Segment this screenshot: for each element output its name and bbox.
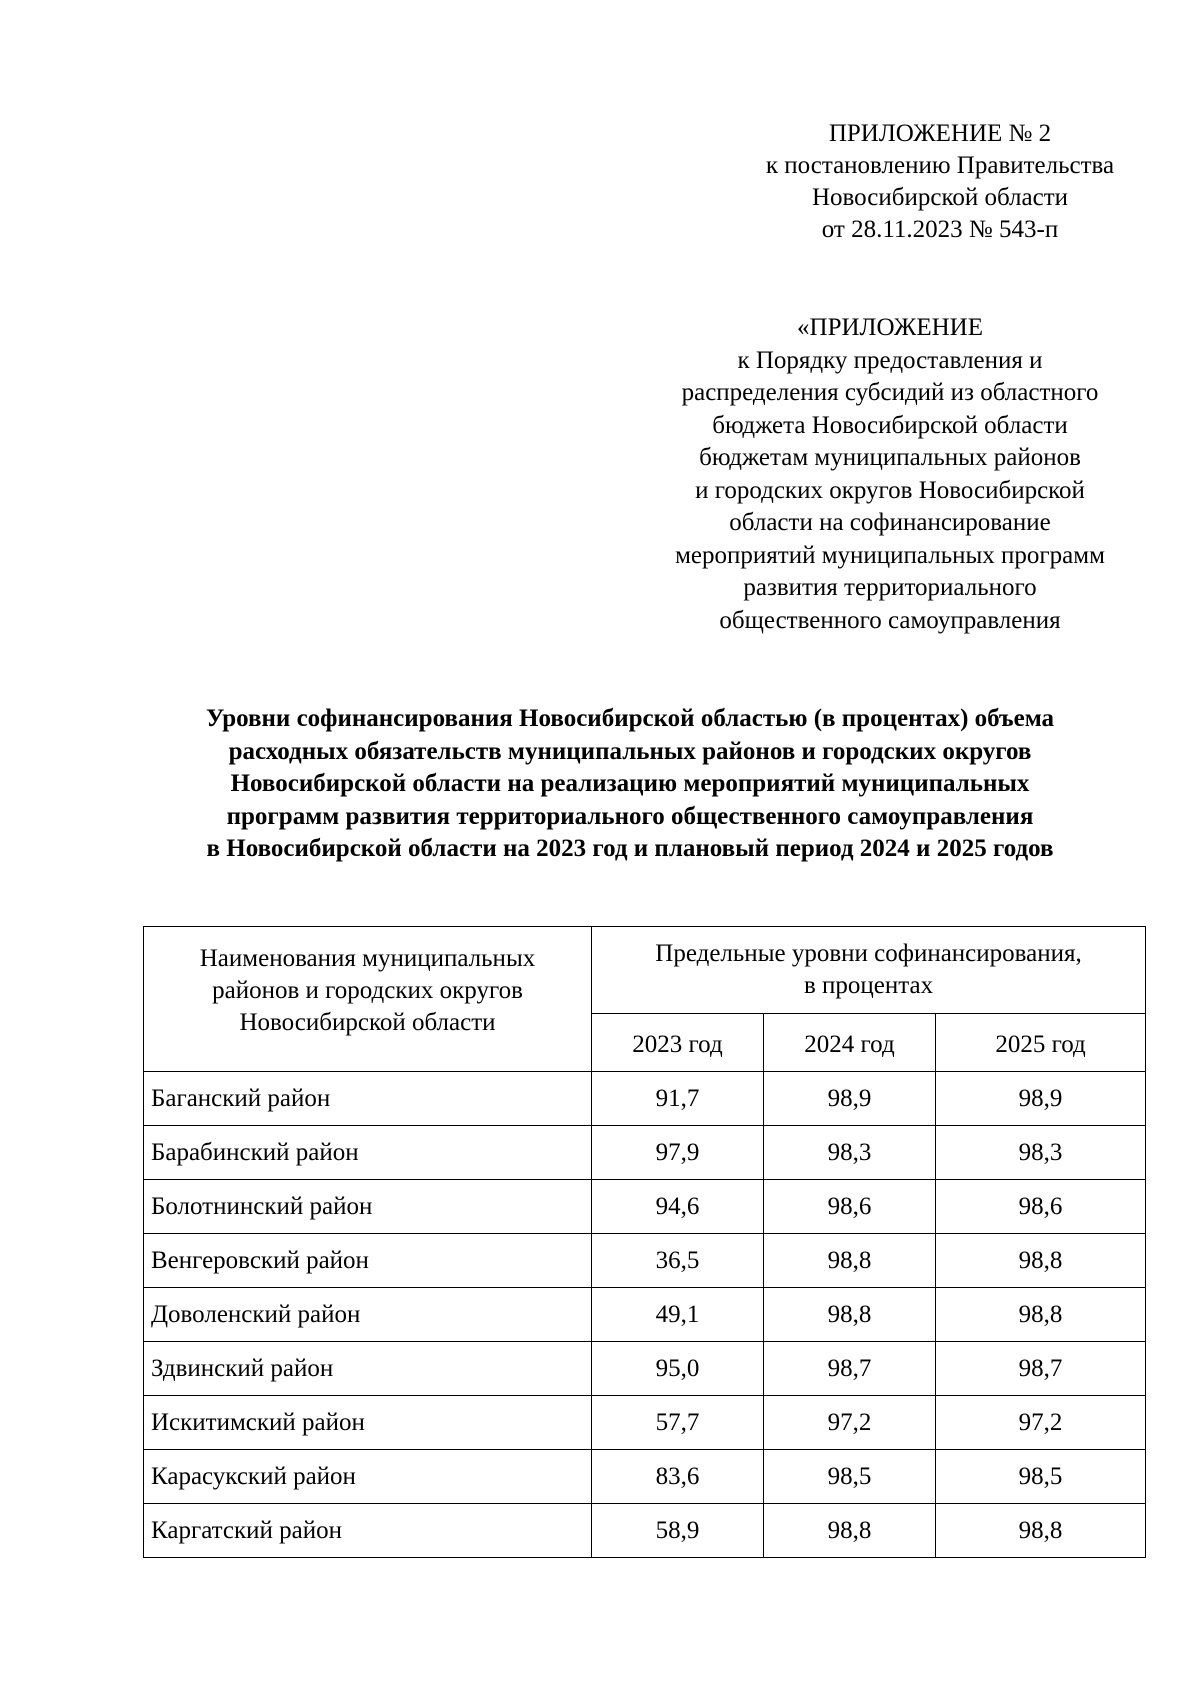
value-2023: 49,1 xyxy=(592,1288,764,1342)
header-levels-line: в процентах xyxy=(803,972,934,999)
value-2023: 91,7 xyxy=(592,1072,764,1126)
district-name: Искитимский район xyxy=(144,1396,592,1450)
value-2023: 58,9 xyxy=(592,1504,764,1558)
value-2023: 57,7 xyxy=(592,1396,764,1450)
cofinancing-table-container xyxy=(143,926,1145,1558)
district-name: Здвинский район xyxy=(144,1342,592,1396)
district-name: Баганский район xyxy=(144,1072,592,1126)
value-2024: 98,5 xyxy=(764,1450,936,1504)
table-header-row xyxy=(144,927,1146,1014)
district-name: Карасукский район xyxy=(144,1450,592,1504)
table-row xyxy=(144,1180,1146,1234)
value-2024: 98,6 xyxy=(764,1180,936,1234)
order-appendix-line: к Порядку предоставления и xyxy=(737,346,1043,374)
value-2025: 98,8 xyxy=(936,1504,1146,1558)
district-name: Венгеровский район xyxy=(144,1234,592,1288)
order-appendix-line: и городских округов Новосибирской xyxy=(695,476,1085,504)
value-2023: 95,0 xyxy=(592,1342,764,1396)
header-year-2023: 2023 год xyxy=(592,1014,764,1072)
order-appendix-line: «ПРИЛОЖЕНИЕ xyxy=(797,314,983,341)
value-2023: 36,5 xyxy=(592,1234,764,1288)
value-2025: 98,3 xyxy=(936,1126,1146,1180)
title-line: программ развития территориального общественного самоуправления xyxy=(226,802,1034,830)
order-appendix-line: бюджетам муниципальных районов xyxy=(699,444,1081,471)
order-appendix-line: мероприятий муниципальных программ xyxy=(675,541,1105,569)
cofinancing-table xyxy=(143,926,1146,1558)
title-line: Новосибирской области на реализацию мероприятий муниципальных xyxy=(230,770,1030,797)
title-line: расходных обязательств муниципальных районов и городских округов xyxy=(228,737,1032,765)
appendix-header xyxy=(740,118,1140,246)
order-appendix-line: бюджета Новосибирской области xyxy=(712,411,1068,439)
header-municipality-line: Новосибирской области xyxy=(239,1009,496,1036)
table-row xyxy=(144,1342,1146,1396)
appendix-date-number: от 28.11.2023 № 543-п xyxy=(821,216,1059,243)
appendix-resolution-ref: к постановлению Правительства xyxy=(765,152,1115,179)
appendix-region: Новосибирской области xyxy=(811,184,1069,211)
order-appendix-line: области на софинансирование xyxy=(729,509,1051,536)
header-year-2024: 2024 год xyxy=(764,1014,936,1072)
title-line: Уровни софинансирования Новосибирской областью (в процентах) объема xyxy=(205,705,1055,732)
value-2025: 98,8 xyxy=(936,1288,1146,1342)
district-name: Доволенский район xyxy=(144,1288,592,1342)
order-appendix-line: развития территориального xyxy=(743,574,1037,601)
table-row xyxy=(144,1126,1146,1180)
value-2024: 98,8 xyxy=(764,1234,936,1288)
district-name: Барабинский район xyxy=(144,1126,592,1180)
order-appendix-header xyxy=(640,312,1140,637)
table-row xyxy=(144,1504,1146,1558)
value-2024: 98,7 xyxy=(764,1342,936,1396)
table-row xyxy=(144,1450,1146,1504)
order-appendix-line: распределения субсидий из областного xyxy=(681,379,1099,406)
table-row xyxy=(144,1234,1146,1288)
value-2023: 97,9 xyxy=(592,1126,764,1180)
header-year-2025: 2025 год xyxy=(936,1014,1146,1072)
table-row xyxy=(144,1288,1146,1342)
value-2024: 98,8 xyxy=(764,1288,936,1342)
value-2023: 94,6 xyxy=(592,1180,764,1234)
district-name: Каргатский район xyxy=(144,1504,592,1558)
value-2025: 97,2 xyxy=(936,1396,1146,1450)
table-row xyxy=(144,1072,1146,1126)
value-2025: 98,7 xyxy=(936,1342,1146,1396)
header-levels-line: Предельные уровни софинансирования, xyxy=(655,940,1082,967)
value-2025: 98,9 xyxy=(936,1072,1146,1126)
header-cofinancing-levels xyxy=(592,927,1146,1014)
header-municipality-line: Наименования муниципальных xyxy=(199,945,536,972)
order-appendix-line: общественного самоуправления xyxy=(719,606,1061,634)
value-2024: 98,3 xyxy=(764,1126,936,1180)
value-2024: 98,9 xyxy=(764,1072,936,1126)
value-2025: 98,5 xyxy=(936,1450,1146,1504)
table-row xyxy=(144,1396,1146,1450)
document-title xyxy=(130,703,1130,866)
value-2024: 98,8 xyxy=(764,1504,936,1558)
title-line: в Новосибирской области на 2023 год и плановый период 2024 и 2025 годов xyxy=(206,835,1054,862)
value-2023: 83,6 xyxy=(592,1450,764,1504)
header-municipality-line: районов и городских округов xyxy=(212,977,523,1004)
header-municipality xyxy=(144,927,592,1072)
value-2025: 98,6 xyxy=(936,1180,1146,1234)
appendix-number: ПРИЛОЖЕНИЕ № 2 xyxy=(828,120,1052,147)
value-2024: 97,2 xyxy=(764,1396,936,1450)
value-2025: 98,8 xyxy=(936,1234,1146,1288)
district-name: Болотнинский район xyxy=(144,1180,592,1234)
